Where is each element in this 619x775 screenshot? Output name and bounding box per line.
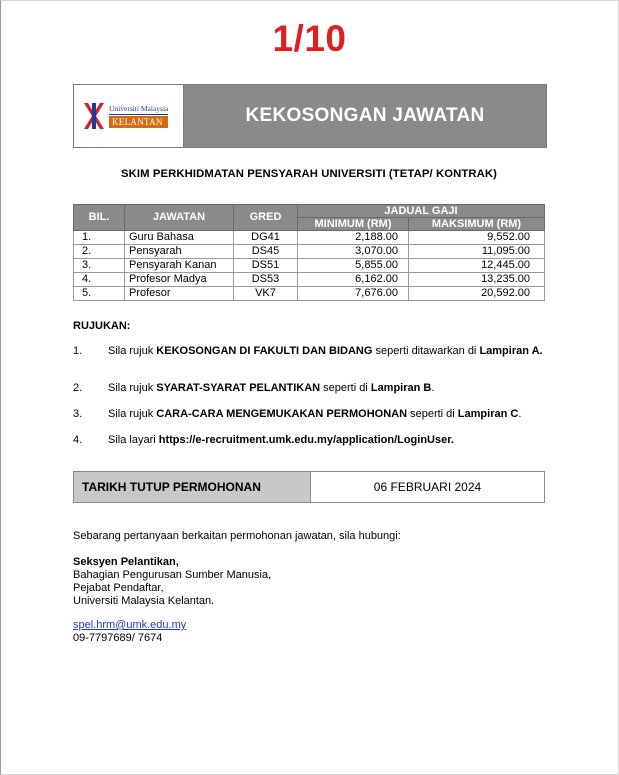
row-jawatan: Pensyarah — [125, 245, 234, 259]
col-header-maksimum: MAKSIMUM (RM) — [409, 218, 545, 231]
row-max: 13,235.00 — [409, 273, 545, 287]
contact-line: Bahagian Pengurusan Sumber Manusia, — [73, 569, 272, 581]
row-gred: DS51 — [234, 259, 298, 273]
row-jawatan: Profesor — [125, 287, 234, 301]
closing-date-label: TARIKH TUTUP PERMOHONAN — [74, 472, 311, 502]
reference-text: . — [518, 408, 522, 420]
page-title: KEKOSONGAN JAWATAN — [184, 85, 546, 147]
reference-text: seperti di — [320, 382, 371, 394]
reference-lampiran: Lampiran A. — [479, 345, 543, 357]
closing-date-box — [73, 471, 545, 503]
reference-item-4 — [73, 433, 545, 448]
row-gred: DS53 — [234, 273, 298, 287]
table-row — [74, 259, 545, 273]
contact-email-link[interactable]: spel.hrm@umk.edu.my — [73, 619, 187, 631]
contact-intro: Sebarang pertanyaan berkaitan permohonan jawatan, sila hubungi: — [73, 530, 401, 542]
row-bil: 3. — [74, 259, 125, 273]
reference-item-2 — [73, 381, 545, 396]
reference-text: Sila rujuk — [108, 382, 157, 394]
reference-emphasis: KEKOSONGAN DI FAKULTI DAN BIDANG — [156, 345, 373, 357]
row-min: 3,070.00 — [298, 245, 409, 259]
row-min: 5,855.00 — [298, 259, 409, 273]
contact-phone: 09-7797689/ 7674 — [73, 632, 163, 644]
col-header-gred: GRED — [234, 205, 298, 231]
row-max: 20,592.00 — [409, 287, 545, 301]
row-gred: DS45 — [234, 245, 298, 259]
reference-emphasis: SYARAT-SYARAT PELANTIKAN — [156, 382, 321, 394]
reference-text: Sila rujuk — [108, 345, 157, 357]
page-number: 1/10 — [272, 18, 347, 59]
reference-text: Sila layari — [108, 434, 159, 446]
contact-unit: Seksyen Pelantikan, — [73, 556, 179, 568]
row-bil: 4. — [74, 273, 125, 287]
row-jawatan: Pensyarah Kanan — [125, 259, 234, 273]
contact-line: Universiti Malaysia Kelantan. — [73, 595, 215, 607]
recruitment-link[interactable]: https://e-recruitment.umk.edu.my/application/LoginUser. — [158, 434, 454, 446]
logo-state-text: KELANTAN — [109, 116, 168, 128]
col-header-bil: BIL. — [74, 205, 125, 231]
reference-number: 4. — [73, 434, 83, 446]
reference-text: . — [431, 382, 435, 394]
col-header-jawatan: JAWATAN — [125, 205, 234, 231]
reference-number: 3. — [73, 408, 83, 420]
reference-text: seperti ditawarkan di — [372, 345, 480, 357]
row-jawatan: Guru Bahasa — [125, 231, 234, 245]
row-bil: 1. — [74, 231, 125, 245]
reference-text: seperti di — [407, 408, 458, 420]
row-max: 12,445.00 — [409, 259, 545, 273]
reference-lampiran: Lampiran B — [370, 382, 432, 394]
reference-lampiran: Lampiran C — [457, 408, 519, 420]
row-bil: 2. — [74, 245, 125, 259]
contact-block — [73, 556, 271, 608]
table-row — [74, 287, 545, 301]
reference-number: 2. — [73, 382, 83, 394]
contact-line: Pejabat Pendaftar, — [73, 582, 164, 594]
vacancy-table — [73, 204, 545, 301]
logo-university-text: Universiti Malaysia — [109, 104, 169, 113]
row-max: 9,552.00 — [409, 231, 545, 245]
contact-details — [73, 619, 186, 645]
rujukan-heading: RUJUKAN: — [73, 320, 131, 332]
row-jawatan: Profesor Madya — [125, 273, 234, 287]
closing-date-value: 06 FEBRUARI 2024 — [373, 480, 482, 494]
row-min: 7,676.00 — [298, 287, 409, 301]
umk-logo-icon — [82, 101, 106, 131]
umk-logo — [74, 85, 184, 147]
reference-emphasis: CARA-CARA MENGEMUKAKAN PERMOHONAN — [156, 408, 408, 420]
reference-text: Sila rujuk — [108, 408, 157, 420]
row-min: 6,162.00 — [298, 273, 409, 287]
row-gred: VK7 — [234, 287, 298, 301]
reference-number: 1. — [73, 345, 83, 357]
row-gred: DG41 — [234, 231, 298, 245]
reference-item-3 — [73, 407, 545, 422]
reference-item-1 — [73, 344, 545, 359]
table-row — [74, 231, 545, 245]
row-min: 2,188.00 — [298, 231, 409, 245]
table-row — [74, 245, 545, 259]
header-banner — [73, 84, 547, 148]
row-max: 11,095.00 — [409, 245, 545, 259]
scheme-subtitle: SKIM PERKHIDMATAN PENSYARAH UNIVERSITI (TETAP/ KONTRAK) — [120, 168, 497, 180]
table-row — [74, 273, 545, 287]
col-header-jadual-gaji: JADUAL GAJI — [298, 205, 545, 218]
col-header-minimum: MINIMUM (RM) — [298, 218, 409, 231]
row-bil: 5. — [74, 287, 125, 301]
